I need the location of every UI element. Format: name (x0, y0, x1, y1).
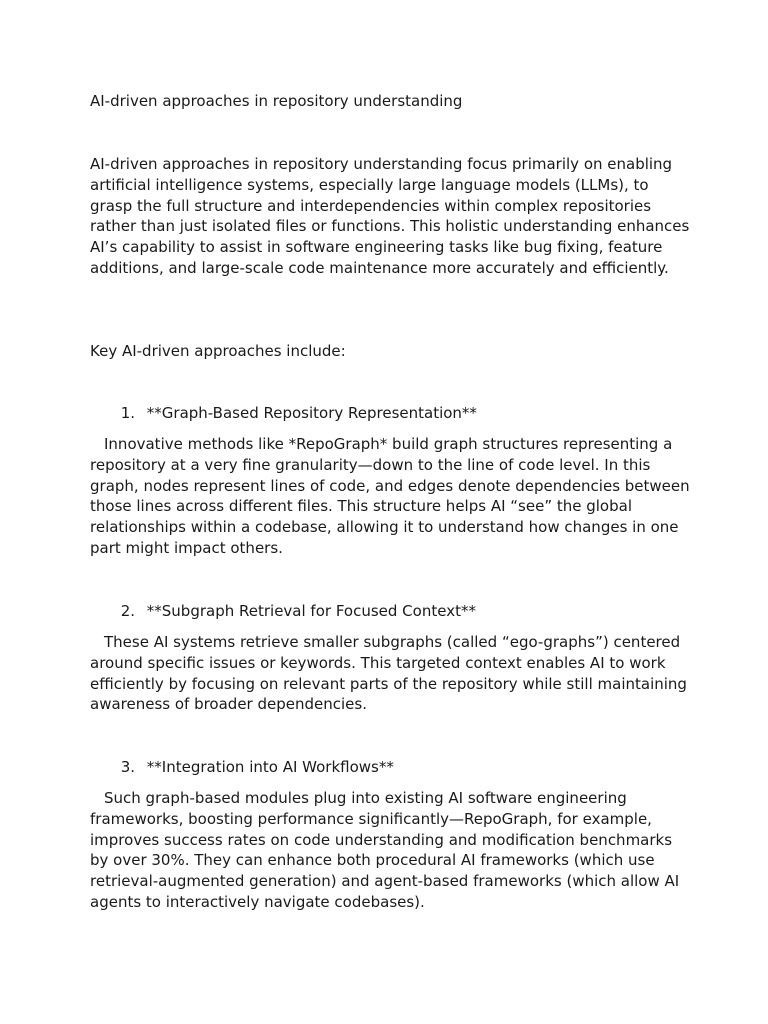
list-item-title: **Integration into AI Workflows** (146, 758, 394, 776)
list-item-number: 3. (120, 758, 135, 776)
list-item-title: **Subgraph Retrieval for Focused Context** (146, 602, 476, 620)
list-item-body: Such graph-based modules plug into existing AI software engineering frameworks, boosting performance significantly—RepoGraph, for example, improves success rates on code understanding and modification benchmarks by over 30%. They can enhance both procedural AI frameworks (which use retrieval-augmented generation) and agent-based frameworks (which allow AI agents to interactively navigate codebases). (90, 789, 680, 911)
list-item-heading (90, 403, 690, 423)
list-item-body: These AI systems retrieve smaller subgraphs (called “ego-graphs”) centered around specific issues or keywords. This targeted context enables AI to work efficiently by focusing on relevant parts of the repository while still maintaining awareness of broader dependencies. (90, 633, 687, 714)
document-title: AI-driven approaches in repository understanding (90, 92, 463, 110)
list-item-body: Innovative methods like *RepoGraph* build graph structures representing a repository at a very fine granularity—down to the line of code level. In this graph, nodes represent lines of code, and edges denote dependencies between those lines across different files. This structure helps AI “see” the global relationships within a codebase, allowing it to understand how changes in one part might impact others. (90, 435, 690, 557)
list-item-number: 1. (120, 404, 135, 422)
key-approaches-intro: Key AI-driven approaches include: (90, 342, 346, 360)
list-item-heading (90, 601, 690, 621)
list-item-title: **Graph-Based Repository Representation** (146, 404, 477, 422)
intro-paragraph: AI-driven approaches in repository understanding focus primarily on enabling artificial intelligence systems, especially large language models (LLMs), to grasp the full structure and interdependencies within complex repositories rather than just isolated files or functions. This holistic understanding enhances AI’s capability to assist in software engineering tasks like bug fixing, feature additions, and large-scale code maintenance more accurately and efficiently. (90, 155, 690, 277)
list-item-heading (90, 757, 690, 777)
list-item-number: 2. (120, 602, 135, 620)
